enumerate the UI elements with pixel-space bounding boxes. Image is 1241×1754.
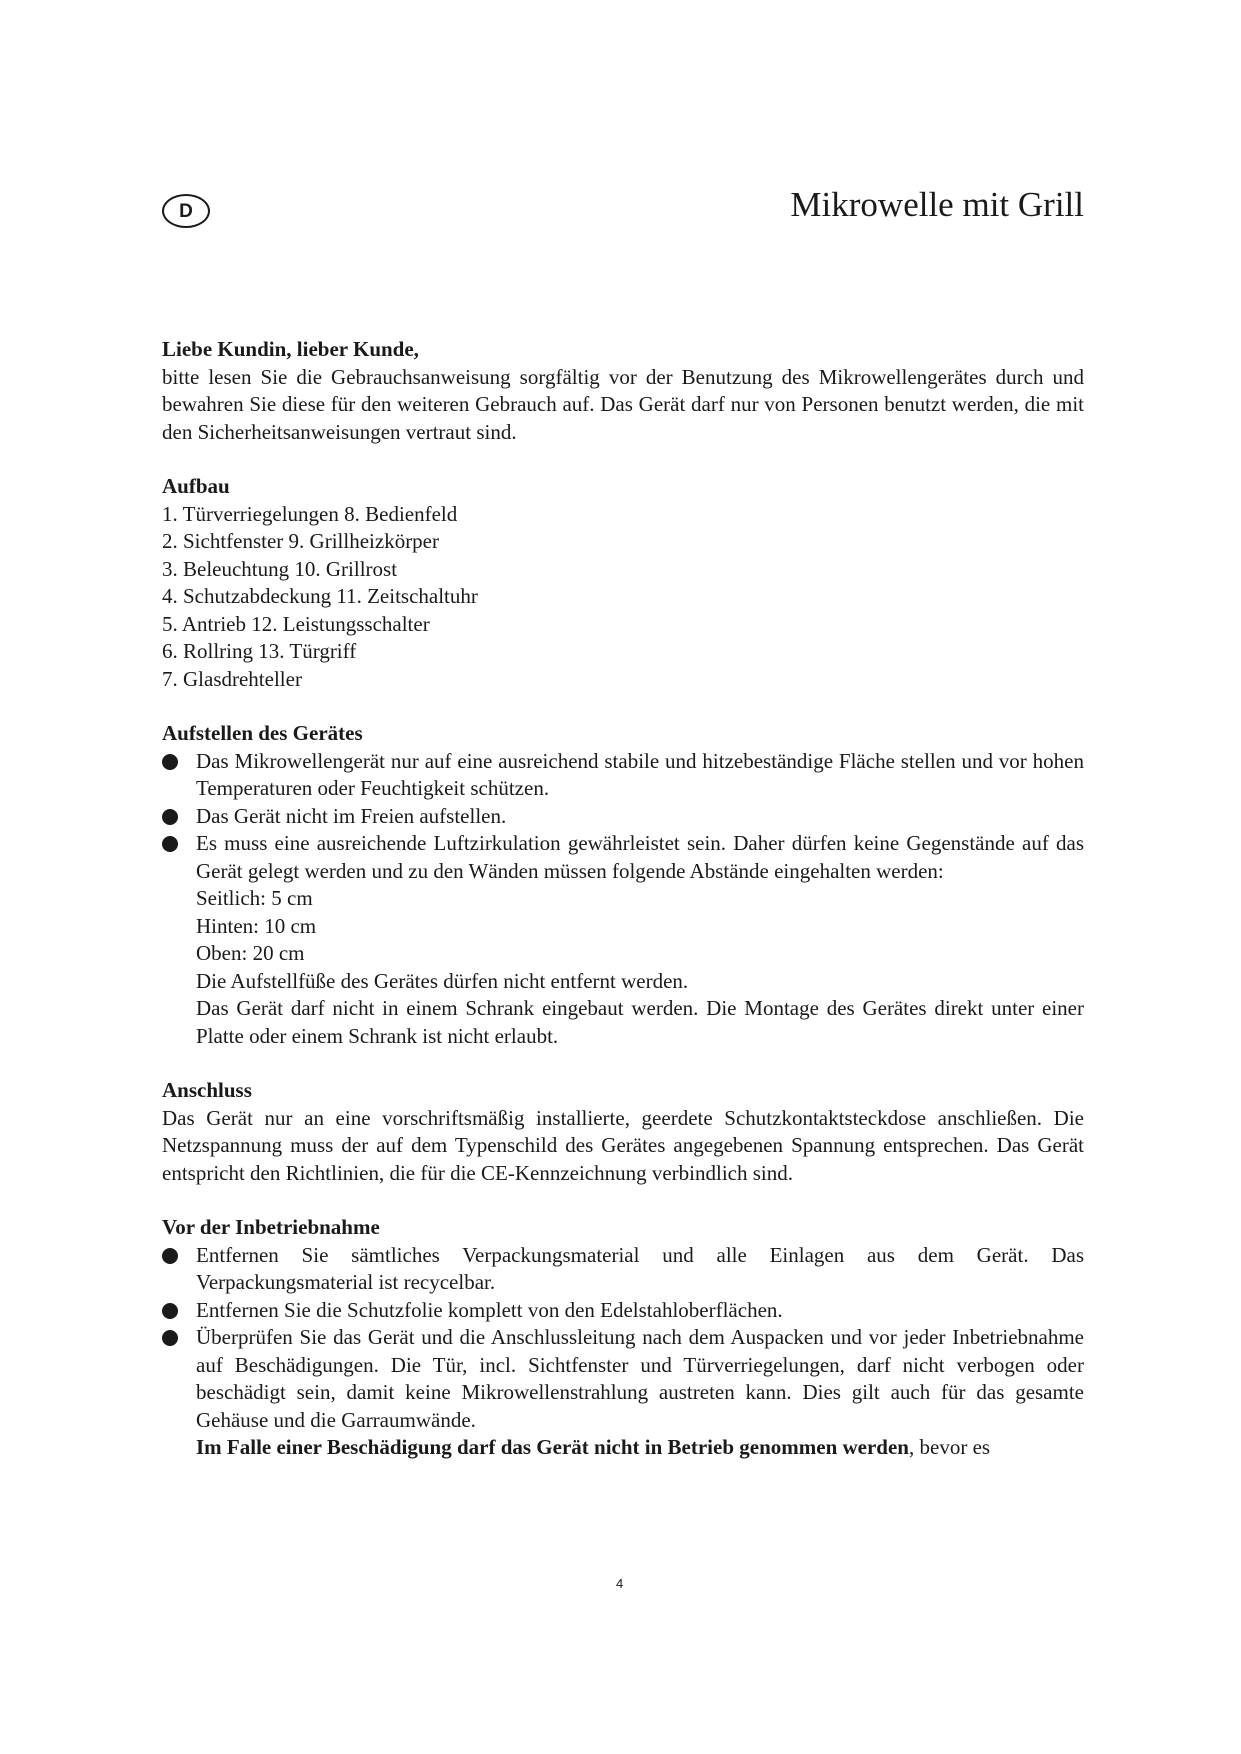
list-item [162,748,1084,803]
page-title: Mikrowelle mit Grill [790,185,1084,224]
cabinet-note: Das Gerät darf nicht in einem Schrank eingebaut werden. Die Montage des Gerätes direkt unter einer Platte oder einem Schrank ist nicht erlaubt. [196,996,1084,1048]
inbetriebnahme-heading: Vor der Inbetriebnahme [162,1215,380,1239]
bullet-icon [162,836,178,852]
distance-back: Hinten: 10 cm [196,913,317,938]
list-item: 7. Glasdrehteller [162,666,302,691]
intro-text: bitte lesen Sie die Gebrauchsanweisung sorgfältig vor der Benutzung des Mikrowellengerätes durch und bewahren Sie diese für den weiteren Gebrauch auf. Das Gerät darf nur von Personen benutzt werden, die mit den Sicherheitsanweisungen vertraut sind. [162,364,1084,444]
anschluss-text: Das Gerät nur an eine vorschriftsmäßig installierte, geerdete Schutzkontaktsteckdose anschließen. Die Netzspannung muss der auf dem Typenschild des Gerätes angegebenen Spannung entsprechen. Das Gerät entspricht den Richtlinien, die für die CE-Kennzeichnung verbindlich sind. [162,1105,1084,1185]
bullet-text: Überprüfen Sie das Gerät und die Anschlussleitung nach dem Auspacken und vor jeder Inbetriebnahme auf Beschädigungen. Die Tür, incl. Sichtfenster und Türverriegelungen, darf nicht verbogen oder beschädigt sein, damit keine Mikrowellenstrahlung austreten kann. Dies gilt auch für das gesamte Gehäuse und die Garraumwände. [196,1325,1084,1432]
aufbau-heading: Aufbau [162,474,230,498]
inbetriebnahme-list [162,1242,1084,1462]
bullet-icon [162,754,178,770]
list-item [162,830,1084,1050]
bullet-icon [162,1248,178,1264]
list-item: 1. Türverriegelungen 8. Bedienfeld [162,501,458,526]
distance-side: Seitlich: 5 cm [196,886,313,910]
page-number: 4 [616,1576,624,1591]
warning-rest: , bevor es [909,1435,991,1459]
aufbau-section [162,473,1084,693]
list-item [162,803,1084,831]
list-item [162,1324,1084,1462]
list-item: 5. Antrieb 12. Leistungsschalter [162,611,430,636]
list-item: 2. Sichtfenster 9. Grillheizkörper [162,529,439,553]
document-body [162,336,1084,1462]
bullet-text: Das Gerät nicht im Freien aufstellen. [196,803,507,828]
anschluss-heading: Anschluss [162,1078,252,1102]
list-item [162,1242,1084,1297]
warning-bold: Im Falle einer Beschädigung darf das Gerät nicht in Betrieb genommen werden [196,1435,909,1459]
aufstellen-list [162,748,1084,1051]
list-item: 6. Rollring 13. Türgriff [162,639,357,663]
bullet-text: Entfernen Sie die Schutzfolie komplett von den Edelstahloberflächen. [196,1297,783,1322]
feet-note: Die Aufstellfüße des Gerätes dürfen nicht entfernt werden. [196,968,689,993]
distance-top: Oben: 20 cm [196,941,305,965]
bullet-icon [162,1330,178,1346]
inbetriebnahme-section [162,1214,1084,1462]
list-item [162,1297,1084,1325]
bullet-text: Es muss eine ausreichende Luftzirkulation gewährleistet sein. Daher dürfen keine Gegenstände auf das Gerät gelegt werden und zu den Wänden müssen folgende Abstände eingehalten werden: [196,831,1084,883]
list-item: 4. Schutzabdeckung 11. Zeitschaltuhr [162,584,478,608]
parts-list [162,501,1084,694]
bullet-text: Entfernen Sie sämtliches Verpackungsmaterial und alle Einlagen aus dem Gerät. Das Verpackungsmaterial ist recycelbar. [196,1242,1084,1294]
aufstellen-section [162,720,1084,1050]
language-badge: D [162,194,210,228]
bullet-icon [162,1303,178,1319]
damage-warning [196,1434,1084,1462]
intro-section [162,336,1084,446]
anschluss-section [162,1077,1084,1187]
bullet-text: Das Mikrowellengerät nur auf eine ausreichend stabile und hitzebeständige Fläche stellen und vor hohen Temperaturen oder Feuchtigkeit schützen. [196,748,1084,800]
aufstellen-heading: Aufstellen des Gerätes [162,721,363,745]
bullet-icon [162,809,178,825]
greeting: Liebe Kundin, lieber Kunde, [162,337,419,361]
list-item: 3. Beleuchtung 10. Grillrost [162,556,398,581]
